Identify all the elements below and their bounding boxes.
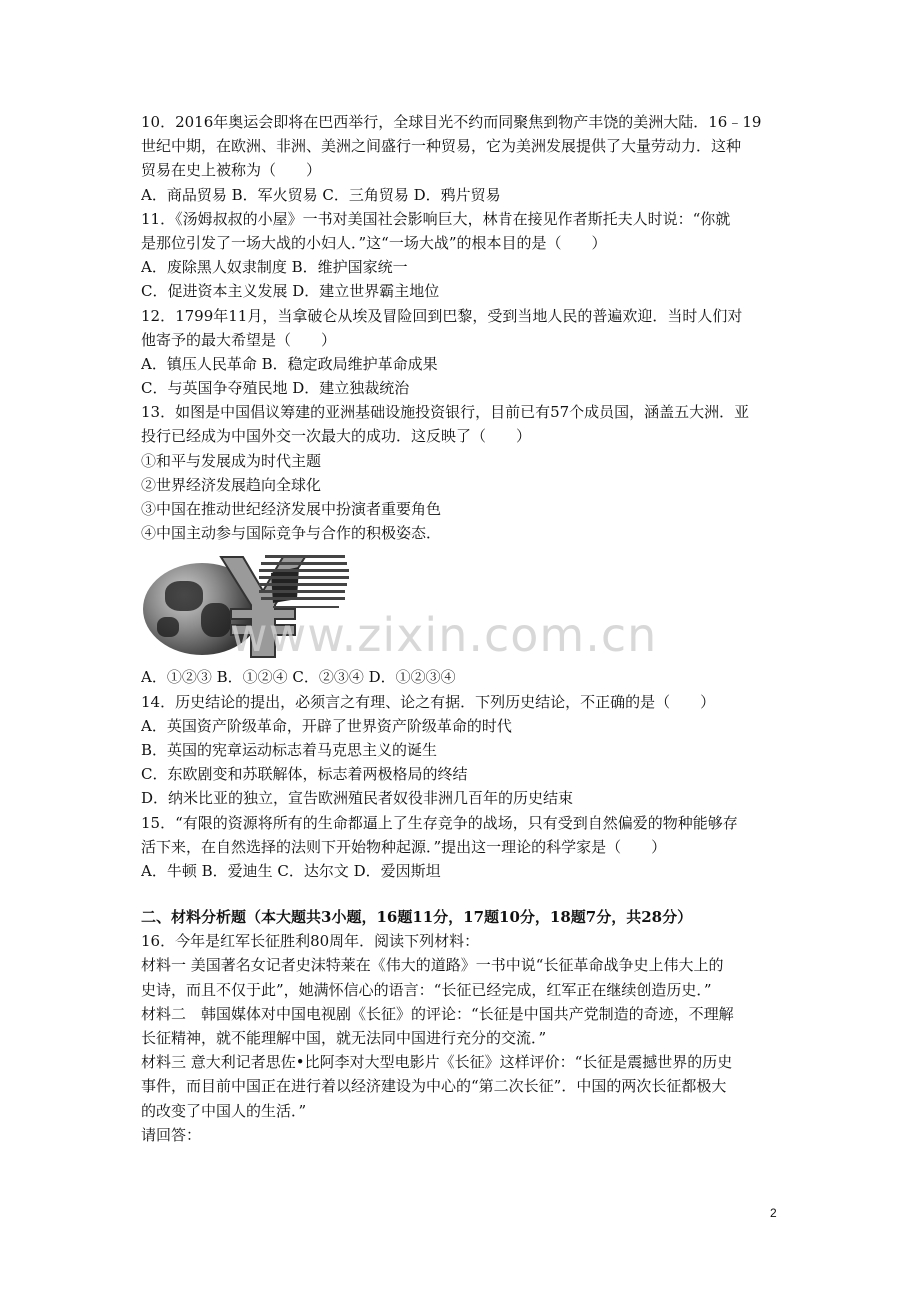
material-line: 请回答： <box>141 1125 202 1144</box>
question-stem-line: 他寄予的最大希望是（ ） <box>141 330 337 349</box>
question-16 <box>141 929 791 1147</box>
question-stem-line: 14．历史结论的提出，必须言之有理、论之有据．下列历史结论，不正确的是（ ） <box>141 692 716 711</box>
question-stem-line: 活下来，在自然选择的法则下开始物种起源．”提出这一理论的科学家是（ ） <box>141 837 667 856</box>
material-line: 事件，而目前中国正在进行着以经济建设为中心的“第二次长征”．中国的两次长征都极大 <box>141 1077 727 1096</box>
question-options: C．与英国争夺殖民地 D．建立独裁统治 <box>141 379 410 398</box>
question-stem-line: 10．2016年奥运会即将在巴西举行，全球目光不约而同聚焦到物产丰饶的美洲大陆．16﹣19 <box>141 113 762 131</box>
question-11 <box>141 207 791 304</box>
question-14 <box>141 690 791 811</box>
material-line: 的改变了中国人的生活．” <box>141 1101 307 1120</box>
question-option: B．英国的宪章运动标志着马克思主义的诞生 <box>141 740 438 759</box>
question-option: D．纳米比亚的独立，宣告欧洲殖民者奴役非洲几百年的历史结束 <box>141 789 574 808</box>
question-option: C．东欧剧变和苏联解体，标志着两极格局的终结 <box>141 765 468 784</box>
question-stem-line: 11．《汤姆叔叔的小屋》一书对美国社会影响巨大，林肯在接见作者斯托夫人时说：“你就 <box>141 209 731 228</box>
question-stem-line: 投行已经成为中国外交一次最大的成功．这反映了（ ） <box>141 427 532 446</box>
material-line: 16．今年是红军长征胜利80周年．阅读下列材料： <box>141 932 480 951</box>
question-options: A．镇压人民革命 B．稳定政局维护革命成果 <box>141 354 438 373</box>
question-stem-line: 贸易在史上被称为（ ） <box>141 161 322 180</box>
question-stem-line: 世纪中期，在欧洲、非洲、美洲之间盛行一种贸易，它为美洲发展提供了大量劳动力．这种 <box>141 137 742 156</box>
statement-1: ①和平与发展成为时代主题 <box>141 451 322 470</box>
question-options: A．废除黑人奴隶制度 B．维护国家统一 <box>141 258 408 277</box>
question-options: A．①②③ B．①②④ C．②③④ D．①②③④ <box>141 668 456 687</box>
page-number: 2 <box>770 1206 777 1220</box>
material-line: 史诗，而且不仅于此”，她满怀信心的语言：“长征已经完成，红军正在继续创造历史．” <box>141 980 712 999</box>
question-15 <box>141 811 791 884</box>
question-stem-line: 是那位引发了一场大战的小妇人．”这“一场大战”的根本目的是（ ） <box>141 233 607 252</box>
question-stem-line: 15．“有限的资源将所有的生命都逼上了生存竞争的战场，只有受到自然偏爱的物种能够存 <box>141 813 738 832</box>
question-options: A．商品贸易 B．军火贸易 C．三角贸易 D．鸦片贸易 <box>141 185 501 204</box>
question-stem-line: 13．如图是中国倡议筹建的亚洲基础设施投资银行，目前已有57个成员国，涵盖五大洲．亚 <box>141 403 750 422</box>
member-flags-board <box>259 551 351 613</box>
material-line: 材料二 韩国媒体对中国电视剧《长征》的评论：“长征是中国共产党制造的奇迹，不理解 <box>141 1004 734 1023</box>
material-line: 材料三 意大利记者思佐•比阿李对大型电影片《长征》这样评价：“长征是震撼世界的历史 <box>141 1053 733 1072</box>
question-options: A．牛顿 B．爱迪生 C．达尔文 D．爱因斯坦 <box>141 861 441 880</box>
section-2-title: 二、材料分析题（本大题共3小题，16题11分，17题10分，18题7分，共28分） <box>141 908 693 927</box>
statement-4: ④中国主动参与国际竞争与合作的积极姿态． <box>141 524 442 543</box>
question-option: A．英国资产阶级革命，开辟了世界资产阶级革命的时代 <box>141 716 512 735</box>
question-options: C．促进资本主义发展 D．建立世界霸主地位 <box>141 282 440 301</box>
question-10 <box>141 110 791 207</box>
statement-2: ②世界经济发展趋向全球化 <box>141 475 322 494</box>
material-line: 长征精神，就不能理解中国，就无法同中国进行充分的交流．” <box>141 1029 547 1047</box>
question-12 <box>141 304 791 401</box>
watermark: www.zixin.com.cn <box>230 608 658 662</box>
statement-3: ③中国在推动世纪经济发展中扮演者重要角色 <box>141 500 442 518</box>
material-line: 材料一 美国著名女记者史沫特莱在《伟大的道路》一书中说“长征革命战争史上伟大上的 <box>141 956 724 975</box>
question-stem-line: 12．1799年11月，当拿破仑从埃及冒险回到巴黎，受到当地人民的普遍欢迎．当时人们对 <box>141 306 743 325</box>
